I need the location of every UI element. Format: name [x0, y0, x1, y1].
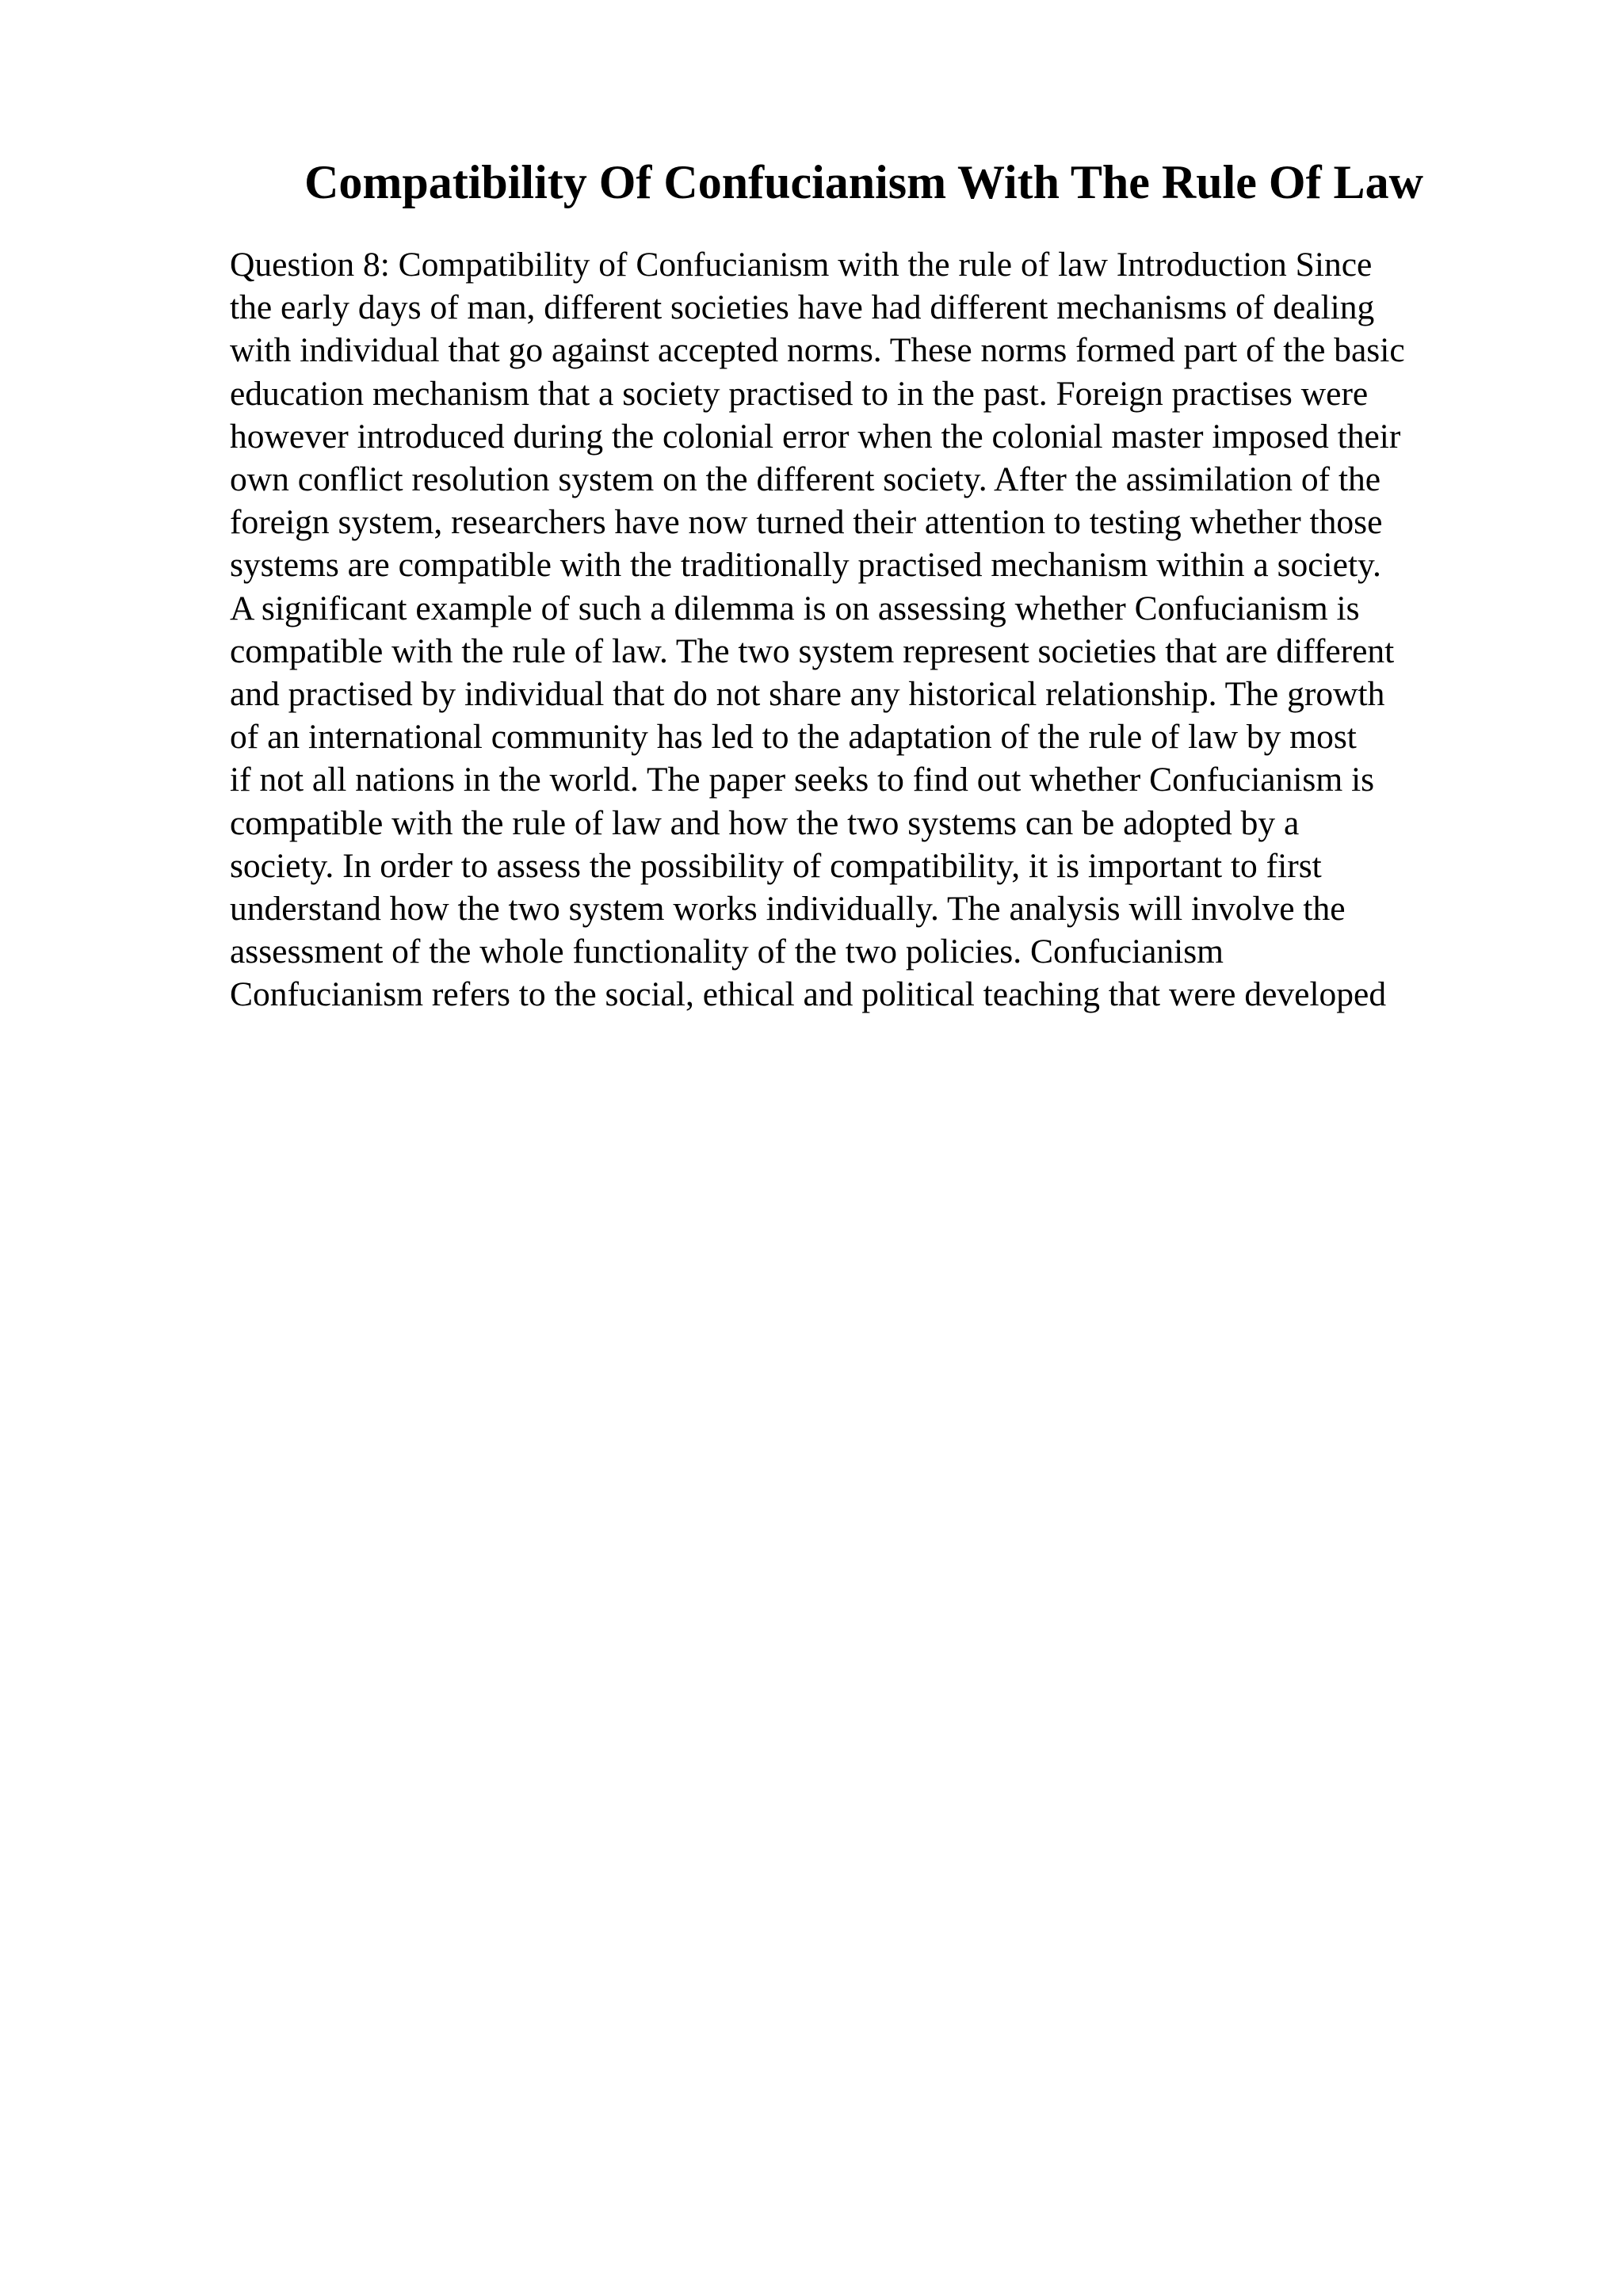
body-line: if not all nations in the world. The paper seeks to find out whether Confucianism is [230, 761, 1375, 799]
body-line: foreign system, researchers have now turned their attention to testing whether those [230, 503, 1383, 542]
body-line: the early days of man, different societies have had different mechanisms of dealing [230, 288, 1375, 327]
body-line: compatible with the rule of law and how the two systems can be adopted by a [230, 803, 1300, 842]
body-line: with individual that go against accepted norms. These norms formed part of the basic [230, 331, 1405, 370]
document-title: Compatibility Of Confucianism With The Rule Of Law [304, 156, 1423, 208]
document-body [230, 243, 1514, 1016]
body-line: education mechanism that a society practised to in the past. Foreign practises were [230, 374, 1369, 413]
body-line: compatible with the rule of law. The two system represent societies that are different [230, 631, 1395, 670]
body-line: own conflict resolution system on the different society. After the assimilation of the [230, 460, 1381, 499]
body-line: of an international community has led to the adaptation of the rule of law by most [230, 718, 1357, 757]
body-line: systems are compatible with the traditionally practised mechanism within a society. [230, 546, 1381, 585]
body-line: assessment of the whole functionality of the two policies. Confucianism [230, 933, 1224, 971]
body-line: Question 8: Compatibility of Confucianism with the rule of law Introduction Since [230, 246, 1373, 284]
body-line: however introduced during the colonial error when the colonial master imposed their [230, 417, 1401, 456]
body-line: society. In order to assess the possibility of compatibility, it is important to first [230, 846, 1322, 885]
body-line: understand how the two system works individually. The analysis will involve the [230, 890, 1346, 929]
body-line: A significant example of such a dilemma is on assessing whether Confucianism is [230, 589, 1360, 627]
body-line: Confucianism refers to the social, ethical and political teaching that were developed [230, 975, 1387, 1014]
body-line: and practised by individual that do not share any historical relationship. The growth [230, 675, 1385, 714]
